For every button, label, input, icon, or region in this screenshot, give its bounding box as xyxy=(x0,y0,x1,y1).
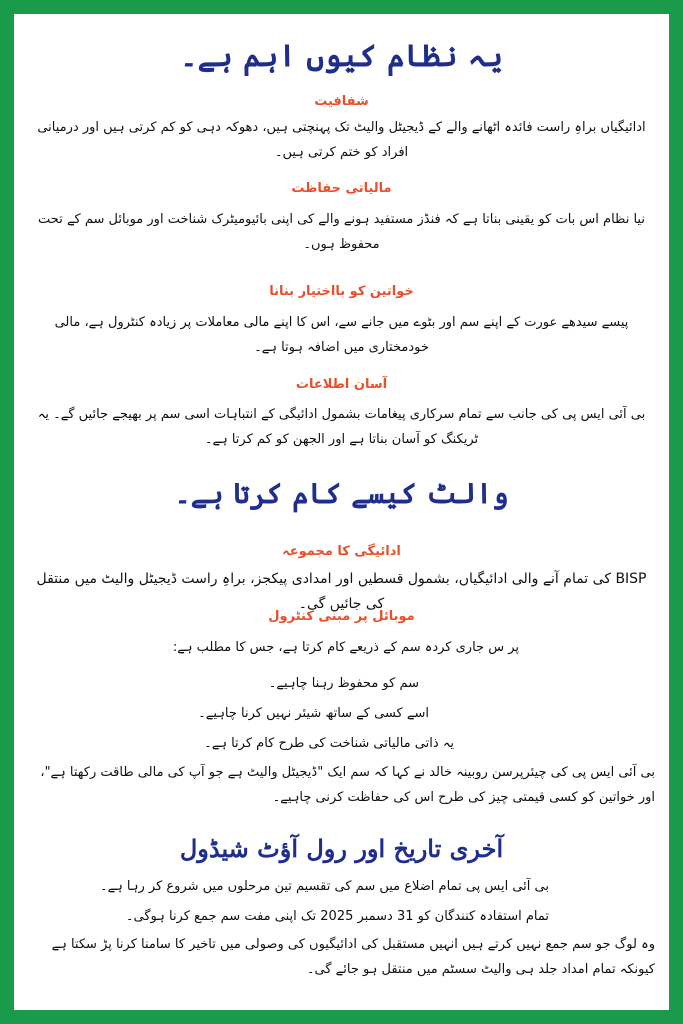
rollout-line-1: بی آئی ایس پی تمام اضلاع میں سم کی تقسیم تین مرحلوں میں شروع کر رہا ہے۔ xyxy=(99,879,549,894)
subheading-payment-aggregation: ادائیگی کا مجموعہ xyxy=(282,544,401,559)
bullet-sim-safe: سم کو محفوظ رہنا چاہیے۔ xyxy=(268,676,419,691)
paragraph-easy-notifications: بی آئی ایس پی کی جانب سے تمام سرکاری پیغامات بشمول ادائیگی کے انتباہات اسی سم پر بھیجے جائیں گے۔ یہ ٹریکنگ کو آسان بناتا ہے اور الجھن کو کم کرتا ہے۔ xyxy=(37,407,646,447)
paragraph-payment-aggregation: BISP کی تمام آنے والی ادائیگیاں، بشمول قسطیں اور امدادی پیکجز، براہِ راست ڈیجیٹل والیٹ میں منتقل کی جائیں گی۔ xyxy=(36,571,647,612)
mobile-control-intro: پر س جاری کردہ سم کے ذریعے کام کرتا ہے، جس کا مطلب ہے: xyxy=(172,640,519,655)
section-title-deadline-rollout: آخری تاریخ اور رول آؤٹ شیڈول xyxy=(179,834,504,863)
subheading-mobile-control: موبائل پر مبنی کنٹرول xyxy=(268,609,415,624)
section-title-why-important: یہ نظام کیوں اہم ہے۔ xyxy=(179,39,504,74)
bullet-no-sharing: اسے کسی کے ساتھ شیئر نہیں کرنا چاہیے۔ xyxy=(198,706,429,721)
paragraph-financial-security: نیا نظام اس بات کو یقینی بناتا ہے کہ فنڈز مستفید ہونے والے کی اپنی بائیومیٹرک شناخت اور موبائل سم کے تحت محفوظ ہوں۔ xyxy=(38,212,645,252)
paragraph-transparency: ادائیگیاں براہِ راست فائدہ اٹھانے والے کے ڈیجیٹل والیٹ تک پہنچتی ہیں، دھوکہ دہی کو کم کرتی ہیں اور درمیانی افراد کو ختم کرتی ہیں۔ xyxy=(37,120,646,160)
subheading-transparency: شفافیت xyxy=(314,94,369,109)
section-title-how-wallet-works: والٹ کیسے کام کرتا ہے۔ xyxy=(174,477,509,510)
subheading-women-empowerment: خواتین کو بااختیار بنانا xyxy=(269,284,414,299)
paragraph-women-empowerment: پیسے سیدھے عورت کے اپنے سم اور بٹوے میں جانے سے، اس کا اپنے مالی معاملات پر زیادہ کنٹرول ہے، مالی خودمختاری میں اضافہ ہوتا ہے۔ xyxy=(54,315,629,355)
rollout-line-2: تمام استفادہ کنندگان کو 31 دسمبر 2025 تک اپنی مفت سم جمع کرنا ہوگی۔ xyxy=(125,909,549,924)
bullet-financial-identity: یہ ذاتی مالیاتی شناخت کی طرح کام کرتا ہے۔ xyxy=(204,736,454,751)
subheading-financial-security: مالیاتی حفاظت xyxy=(291,181,392,196)
rollout-closing: وہ لوگ جو سم جمع نہیں کرتے ہیں انہیں مستقبل کی ادائیگیوں کی وصولی میں تاخیر کا سامنا کرنا پڑ سکتا ہے کیونکہ تمام امداد جلد ہی والیٹ سسٹم میں منتقل ہو جائے گی۔ xyxy=(51,937,655,977)
chairperson-quote: بی آئی ایس پی کی چیئرپرسن روبینہ خالد نے کہا کہ سم ایک "ڈیجیٹل والیٹ ہے جو آپ کی مالی طاقت رکھتا ہے"، اور خواتین کو کسی قیمتی چیز کی طرح اس کی حفاظت کرنی چاہیے۔ xyxy=(40,765,655,805)
subheading-easy-notifications: آسان اطلاعات xyxy=(295,377,388,392)
article-panel xyxy=(14,14,669,1010)
